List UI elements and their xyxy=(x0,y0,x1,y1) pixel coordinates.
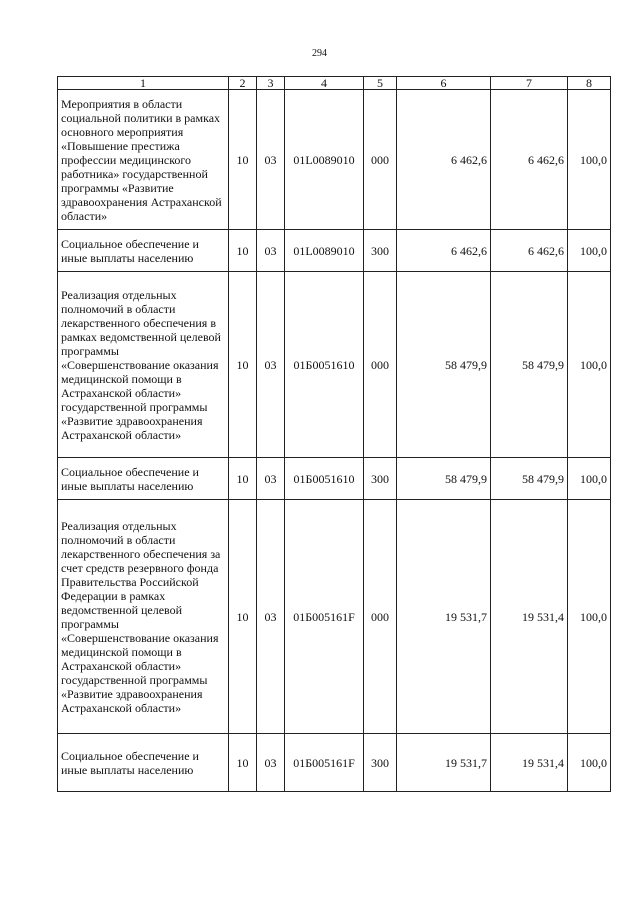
header-col-4: 4 xyxy=(285,77,364,90)
budget-table xyxy=(57,76,611,792)
row-target-code: 01Б005161F xyxy=(285,500,364,734)
row-executed: 58 479,9 xyxy=(491,458,568,500)
row-subsection: 03 xyxy=(257,458,285,500)
row-section: 10 xyxy=(229,230,257,272)
row-percent: 100,0 xyxy=(568,230,611,272)
row-name: Социальное обеспечение и иные выплаты населению xyxy=(58,230,229,272)
row-planned: 58 479,9 xyxy=(397,458,491,500)
row-planned: 19 531,7 xyxy=(397,500,491,734)
row-expense-type: 000 xyxy=(364,272,397,458)
table-row xyxy=(58,90,611,230)
row-target-code: 01Б0051610 xyxy=(285,272,364,458)
row-target-code: 01L0089010 xyxy=(285,90,364,230)
row-subsection: 03 xyxy=(257,230,285,272)
row-name: Мероприятия в области социальной политики в рамках основного мероприятия «Повышение престижа профессии медицинского работника» государственной программы «Развитие здравоохранения Астраханской области» xyxy=(58,90,229,230)
table-row xyxy=(58,734,611,792)
row-planned: 6 462,6 xyxy=(397,90,491,230)
row-section: 10 xyxy=(229,734,257,792)
row-name: Реализация отдельных полномочий в области лекарственного обеспечения за счет средств резервного фонда Правительства Российской Федерации в рамках ведомственной целевой программы «Совершенствование оказания медицинской помощи в Астраханской области» государственной программы «Развитие здравоохранения Астраханской области» xyxy=(58,500,229,734)
table-row xyxy=(58,272,611,458)
row-expense-type: 000 xyxy=(364,90,397,230)
header-col-1: 1 xyxy=(58,77,229,90)
row-executed: 6 462,6 xyxy=(491,230,568,272)
row-subsection: 03 xyxy=(257,90,285,230)
header-col-8: 8 xyxy=(568,77,611,90)
header-col-5: 5 xyxy=(364,77,397,90)
row-subsection: 03 xyxy=(257,734,285,792)
row-percent: 100,0 xyxy=(568,500,611,734)
row-section: 10 xyxy=(229,272,257,458)
row-section: 10 xyxy=(229,458,257,500)
table-row xyxy=(58,458,611,500)
row-planned: 6 462,6 xyxy=(397,230,491,272)
row-section: 10 xyxy=(229,90,257,230)
page-number: 294 xyxy=(312,48,327,59)
row-name: Реализация отдельных полномочий в области лекарственного обеспечения в рамках ведомственной целевой программы «Совершенствование оказания медицинской помощи в Астраханской области» государственной программы «Развитие здравоохранения Астраханской области» xyxy=(58,272,229,458)
row-target-code: 01Б005161F xyxy=(285,734,364,792)
row-expense-type: 300 xyxy=(364,734,397,792)
header-col-3: 3 xyxy=(257,77,285,90)
row-expense-type: 300 xyxy=(364,458,397,500)
table-row xyxy=(58,500,611,734)
header-col-6: 6 xyxy=(397,77,491,90)
row-target-code: 01Б0051610 xyxy=(285,458,364,500)
table-row xyxy=(58,230,611,272)
row-planned: 19 531,7 xyxy=(397,734,491,792)
row-subsection: 03 xyxy=(257,500,285,734)
row-executed: 19 531,4 xyxy=(491,500,568,734)
header-col-7: 7 xyxy=(491,77,568,90)
row-percent: 100,0 xyxy=(568,458,611,500)
row-target-code: 01L0089010 xyxy=(285,230,364,272)
row-percent: 100,0 xyxy=(568,734,611,792)
row-executed: 58 479,9 xyxy=(491,272,568,458)
row-executed: 6 462,6 xyxy=(491,90,568,230)
row-percent: 100,0 xyxy=(568,272,611,458)
row-subsection: 03 xyxy=(257,272,285,458)
row-percent: 100,0 xyxy=(568,90,611,230)
header-row xyxy=(58,77,611,90)
row-planned: 58 479,9 xyxy=(397,272,491,458)
header-col-2: 2 xyxy=(229,77,257,90)
row-expense-type: 000 xyxy=(364,500,397,734)
row-name: Социальное обеспечение и иные выплаты населению xyxy=(58,458,229,500)
row-expense-type: 300 xyxy=(364,230,397,272)
row-executed: 19 531,4 xyxy=(491,734,568,792)
row-name: Социальное обеспечение и иные выплаты населению xyxy=(58,734,229,792)
row-section: 10 xyxy=(229,500,257,734)
